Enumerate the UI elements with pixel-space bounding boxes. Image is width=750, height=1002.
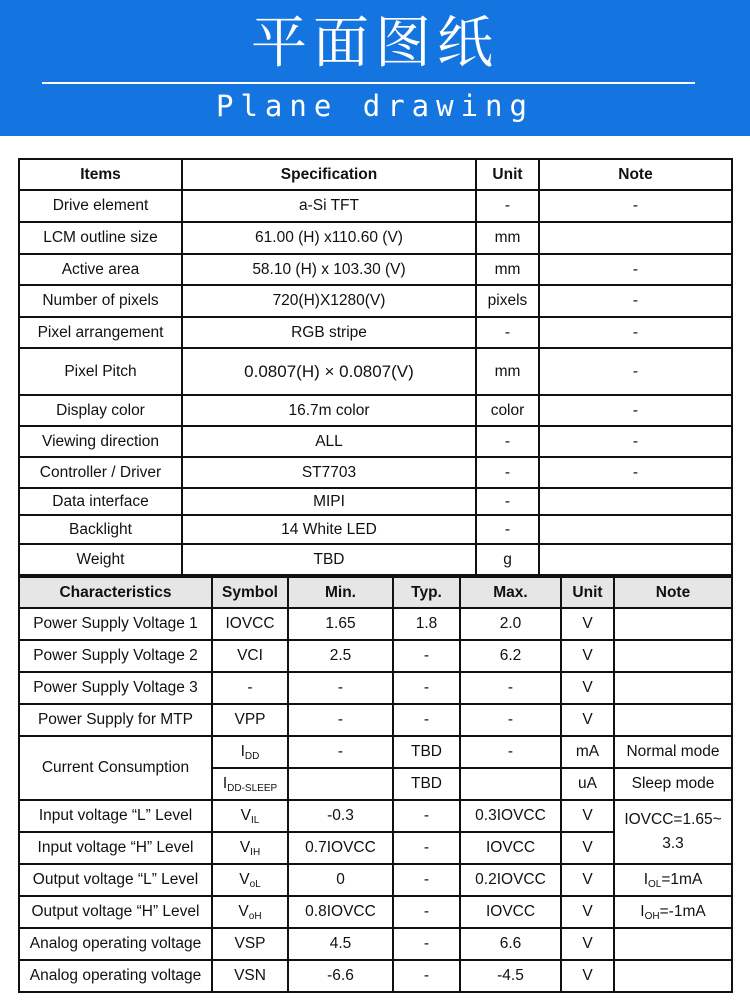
cell: IOVCC xyxy=(460,896,561,928)
cell: color xyxy=(476,395,539,426)
symbol: I xyxy=(640,902,645,920)
cell: V xyxy=(561,896,614,928)
cell xyxy=(614,608,732,640)
cell: Normal mode xyxy=(614,736,732,768)
cell: - xyxy=(393,832,460,864)
cell: Controller / Driver xyxy=(19,457,182,488)
table-row xyxy=(19,672,732,704)
cell xyxy=(614,960,732,992)
cell xyxy=(212,896,288,928)
cell: - xyxy=(288,672,393,704)
cell xyxy=(212,736,288,768)
cell: V xyxy=(561,928,614,960)
cell: - xyxy=(539,190,732,222)
cell xyxy=(539,544,732,575)
cell xyxy=(614,928,732,960)
cell xyxy=(460,768,561,800)
cell: - xyxy=(393,640,460,672)
col-header: Symbol xyxy=(212,577,288,608)
cell: TBD xyxy=(393,768,460,800)
col-header: Note xyxy=(614,577,732,608)
cell xyxy=(288,768,393,800)
table-row xyxy=(19,896,732,928)
cell: Pixel Pitch xyxy=(19,348,182,395)
cell: - xyxy=(393,928,460,960)
cell: - xyxy=(476,488,539,515)
cell: Active area xyxy=(19,254,182,285)
cell: Power Supply Voltage 1 xyxy=(19,608,212,640)
cell: Analog operating voltage xyxy=(19,960,212,992)
cell: - xyxy=(539,395,732,426)
cell: - xyxy=(539,426,732,457)
cell: V xyxy=(561,832,614,864)
cell: 16.7m color xyxy=(182,395,476,426)
cell: - xyxy=(393,960,460,992)
symbol: V xyxy=(239,838,251,856)
cell: - xyxy=(539,254,732,285)
cell: RGB stripe xyxy=(182,317,476,348)
symbol: I xyxy=(643,870,649,888)
cell: - xyxy=(393,672,460,704)
col-header: Note xyxy=(539,159,732,190)
cell: V xyxy=(561,800,614,832)
cell: - xyxy=(476,457,539,488)
cell: Sleep mode xyxy=(614,768,732,800)
cell: - xyxy=(539,317,732,348)
symbol: V xyxy=(238,902,249,920)
table-row xyxy=(19,544,732,575)
cell: V xyxy=(561,704,614,736)
cell: Weight xyxy=(19,544,182,575)
symbol: I xyxy=(240,742,245,760)
cell: VCI xyxy=(212,640,288,672)
col-header: Unit xyxy=(561,577,614,608)
subscript: DD-SLEEP xyxy=(227,782,278,794)
cell: - xyxy=(393,896,460,928)
cell: VSP xyxy=(212,928,288,960)
table-row xyxy=(19,704,732,736)
cell: 1.8 xyxy=(393,608,460,640)
col-header: Items xyxy=(19,159,182,190)
cell: V xyxy=(561,640,614,672)
cell: 0.3IOVCC xyxy=(460,800,561,832)
characteristics-table xyxy=(18,576,733,993)
subscript: OH xyxy=(644,910,660,922)
table-row xyxy=(19,254,732,285)
table-row xyxy=(19,960,732,992)
cell: - xyxy=(393,800,460,832)
cell: Drive element xyxy=(19,190,182,222)
cell: - xyxy=(212,672,288,704)
cell: LCM outline size xyxy=(19,222,182,254)
cell: IOVCC xyxy=(460,832,561,864)
cell xyxy=(212,768,288,800)
cell: V xyxy=(561,672,614,704)
cell: 14 White LED xyxy=(182,515,476,544)
col-header: Min. xyxy=(288,577,393,608)
cell: - xyxy=(539,348,732,395)
cell: TBD xyxy=(182,544,476,575)
header-row xyxy=(19,577,732,608)
cell xyxy=(614,704,732,736)
cell: 720(H)X1280(V) xyxy=(182,285,476,317)
cell: 0.7IOVCC xyxy=(288,832,393,864)
cell: mA xyxy=(561,736,614,768)
cell xyxy=(539,222,732,254)
cell: - xyxy=(539,457,732,488)
cell: - xyxy=(476,317,539,348)
subscript: DD xyxy=(244,750,260,762)
subscript: IH xyxy=(250,846,261,858)
cell: - xyxy=(288,704,393,736)
table-row xyxy=(19,426,732,457)
cell xyxy=(614,672,732,704)
cell: TBD xyxy=(393,736,460,768)
table-row xyxy=(19,800,732,832)
cell: - xyxy=(460,672,561,704)
cell: mm xyxy=(476,222,539,254)
col-header: Specification xyxy=(182,159,476,190)
cell: 2.5 xyxy=(288,640,393,672)
subscript: oH xyxy=(248,910,262,922)
cell: - xyxy=(476,426,539,457)
cell: Backlight xyxy=(19,515,182,544)
cell: 6.6 xyxy=(460,928,561,960)
cell: a-Si TFT xyxy=(182,190,476,222)
cell: Display color xyxy=(19,395,182,426)
cell xyxy=(614,896,732,928)
table-row xyxy=(19,736,732,768)
cell: VPP xyxy=(212,704,288,736)
cell: -4.5 xyxy=(460,960,561,992)
table-row xyxy=(19,488,732,515)
col-header: Typ. xyxy=(393,577,460,608)
cell: V xyxy=(561,864,614,896)
note-text: =1mA xyxy=(661,870,703,888)
subscript: OL xyxy=(648,878,662,890)
cell: 0.0807(H) × 0.0807(V) xyxy=(182,348,476,395)
subscript: IL xyxy=(251,814,260,826)
cell: 2.0 xyxy=(460,608,561,640)
title-chinese: 平面图纸 xyxy=(251,11,499,76)
table-row xyxy=(19,515,732,544)
cell: ST7703 xyxy=(182,457,476,488)
cell: Viewing direction xyxy=(19,426,182,457)
table-row xyxy=(19,457,732,488)
cell: - xyxy=(288,736,393,768)
cell: MIPI xyxy=(182,488,476,515)
title-english: Plane drawing xyxy=(216,89,534,123)
cell: - xyxy=(476,190,539,222)
cell: Current Consumption xyxy=(19,736,212,800)
cell: Output voltage “H” Level xyxy=(19,896,212,928)
cell: Input voltage “L” Level xyxy=(19,800,212,832)
cell: uA xyxy=(561,768,614,800)
cell: 4.5 xyxy=(288,928,393,960)
table-row xyxy=(19,640,732,672)
cell xyxy=(539,515,732,544)
divider xyxy=(42,82,695,84)
cell: 0 xyxy=(288,864,393,896)
header-row xyxy=(19,159,732,190)
cell xyxy=(539,488,732,515)
symbol: V xyxy=(239,870,250,888)
table-row xyxy=(19,608,732,640)
note-line: 3.3 xyxy=(662,835,684,852)
cell: Output voltage “L” Level xyxy=(19,864,212,896)
table-row xyxy=(19,864,732,896)
cell: VSN xyxy=(212,960,288,992)
cell: - xyxy=(539,285,732,317)
cell: Power Supply for MTP xyxy=(19,704,212,736)
cell: - xyxy=(393,864,460,896)
cell: -0.3 xyxy=(288,800,393,832)
symbol: I xyxy=(222,774,228,792)
cell xyxy=(212,864,288,896)
cell: 0.8IOVCC xyxy=(288,896,393,928)
cell: Number of pixels xyxy=(19,285,182,317)
cell: Power Supply Voltage 3 xyxy=(19,672,212,704)
cell: 0.2IOVCC xyxy=(460,864,561,896)
cell xyxy=(614,640,732,672)
table-row xyxy=(19,395,732,426)
table-row xyxy=(19,285,732,317)
cell xyxy=(614,864,732,896)
cell: Input voltage “H” Level xyxy=(19,832,212,864)
cell: 1.65 xyxy=(288,608,393,640)
cell: Power Supply Voltage 2 xyxy=(19,640,212,672)
table-row xyxy=(19,190,732,222)
table-row xyxy=(19,348,732,395)
cell: mm xyxy=(476,348,539,395)
cell: 61.00 (H) x110.60 (V) xyxy=(182,222,476,254)
cell: 6.2 xyxy=(460,640,561,672)
cell: IOVCC xyxy=(212,608,288,640)
col-header: Max. xyxy=(460,577,561,608)
col-header: Characteristics xyxy=(19,577,212,608)
cell: Pixel arrangement xyxy=(19,317,182,348)
table-row xyxy=(19,317,732,348)
cell: -6.6 xyxy=(288,960,393,992)
header-banner xyxy=(0,0,750,136)
note-line: IOVCC=1.65~ xyxy=(624,811,722,828)
symbol: V xyxy=(240,806,251,824)
cell: mm xyxy=(476,254,539,285)
subscript: oL xyxy=(249,878,261,890)
cell: - xyxy=(393,704,460,736)
cell: ALL xyxy=(182,426,476,457)
cell: 58.10 (H) x 103.30 (V) xyxy=(182,254,476,285)
cell: - xyxy=(460,704,561,736)
cell: Analog operating voltage xyxy=(19,928,212,960)
spec-table xyxy=(18,158,733,576)
cell xyxy=(212,800,288,832)
cell: Data interface xyxy=(19,488,182,515)
cell xyxy=(614,800,732,864)
cell: - xyxy=(460,736,561,768)
cell xyxy=(212,832,288,864)
col-header: Unit xyxy=(476,159,539,190)
cell: - xyxy=(476,515,539,544)
cell: V xyxy=(561,960,614,992)
cell: pixels xyxy=(476,285,539,317)
table-row xyxy=(19,222,732,254)
cell: g xyxy=(476,544,539,575)
cell: V xyxy=(561,608,614,640)
note-text: =-1mA xyxy=(659,902,706,920)
table-row xyxy=(19,928,732,960)
